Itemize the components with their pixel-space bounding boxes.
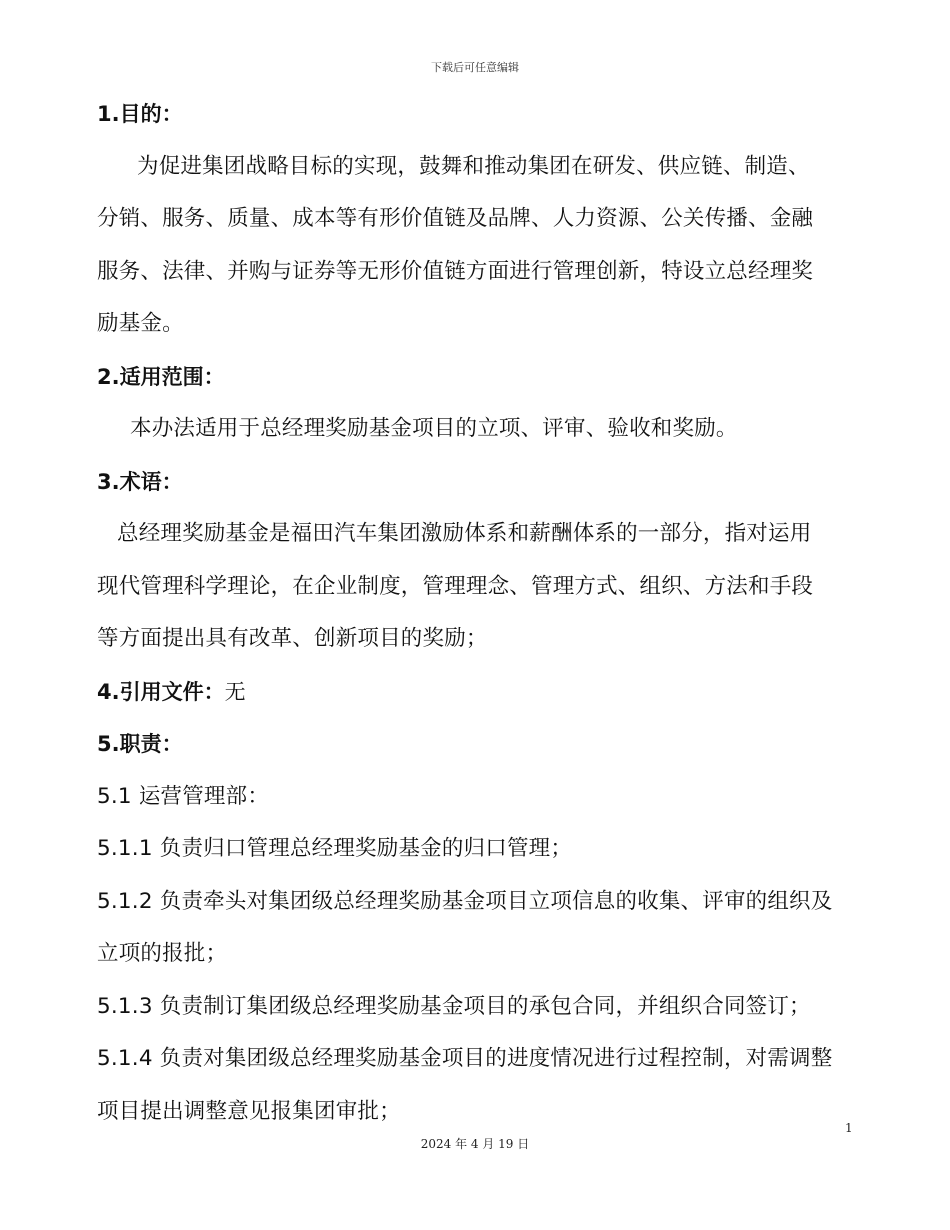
duties-line: 5.1.3 负责制订集团级总经理奖励基金项目的承包合同，并组织合同签订；: [97, 993, 811, 1019]
duties-line: 项目提出调整意见报集团审批；: [97, 1098, 401, 1124]
duties-line: 5.1.4 负责对集团级总经理奖励基金项目的进度情况进行过程控制，对需调整: [97, 1046, 833, 1071]
section-references: [97, 674, 853, 727]
terms-line: 现代管理科学理论，在企业制度，管理理念、管理方式、组织、方法和手段: [97, 573, 814, 599]
duties-line: 5.1.2 负责牵头对集团级总经理奖励基金项目立项信息的收集、评审的组织及: [97, 888, 833, 914]
purpose-line: 励基金。: [97, 311, 184, 336]
purpose-line: 服务、法律、并购与证券等无形价值链方面进行管理创新，特设立总经理奖: [97, 258, 814, 284]
document-body: [97, 96, 853, 1146]
duties-line: 5.1.1 负责归口管理总经理奖励基金的归口管理；: [97, 836, 573, 861]
section-heading-duties: 5.职责：: [97, 732, 183, 756]
purpose-line: 分销、服务、质量、成本等有形价值链及品牌、人力资源、公关传播、金融: [97, 206, 814, 231]
footer-date: 2024 年 4 月 19 日: [420, 1137, 530, 1151]
section-heading-scope: 2.适用范围：: [97, 364, 225, 389]
terms-line: 总经理奖励基金是福田汽车集团激励体系和薪酬体系的一部分，指对运用: [117, 521, 812, 546]
section-heading-references: 4.引用文件：: [97, 679, 225, 704]
page-number: 1: [845, 1121, 853, 1135]
header-note: 下载后可任意编辑: [431, 61, 519, 74]
duties-line: 立项的报批；: [97, 941, 228, 966]
scope-line: 本办法适用于总经理奖励基金项目的立项、评审、验收和奖励。: [130, 416, 738, 441]
section-heading-purpose: 1.目的：: [97, 102, 183, 126]
terms-line: 等方面提出具有改革、创新项目的奖励；: [97, 626, 488, 651]
purpose-line: 为促进集团战略目标的实现，鼓舞和推动集团在研发、供应链、制造、: [137, 153, 810, 179]
references-value: 无: [224, 679, 246, 704]
duties-line: 5.1 运营管理部：: [97, 783, 270, 809]
section-heading-terms: 3.术语：: [97, 469, 183, 494]
